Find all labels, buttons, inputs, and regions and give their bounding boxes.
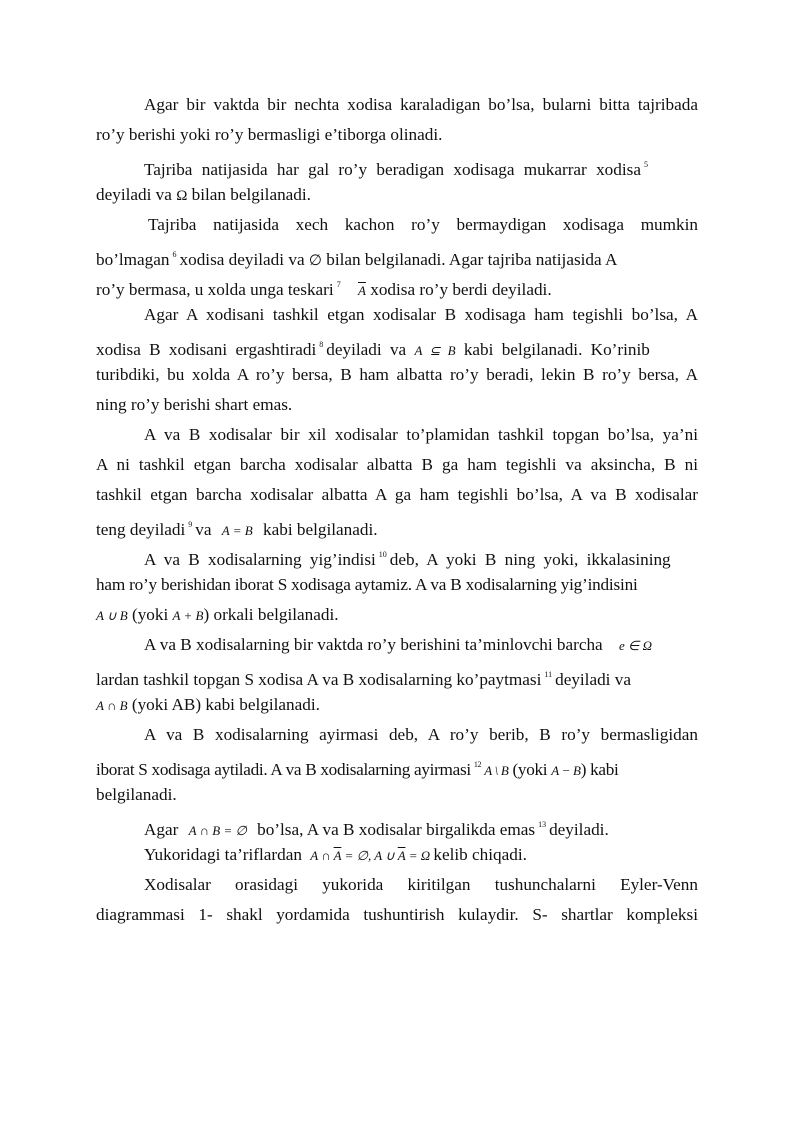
complement-symbol: $\overline{A}$ — [357, 283, 366, 298]
paragraph-7-line-3: A ∩ B (yoki AB) kabi belgilanadi. — [96, 695, 320, 714]
intersection-formula: A ∩ B — [96, 698, 128, 713]
paragraph-4-line-1: Agar A xodisani tashkil etgan xodisalar B xodisaga ham tegishli bo’lsa, A — [144, 305, 698, 324]
paragraph-5-line-1: A va B xodisalar bir xil xodisalar to’plamidan tashkil topgan bo’lsa, ya’ni — [144, 425, 698, 444]
paragraph-2-line-2: deyiladi va Ω bilan belgilanadi. — [96, 185, 311, 204]
paragraph-10: Yukoridagi ta’riflardan A ∩ $\overline{A}$ = ∅, A ∪ $\overline{A} = \Omega$ kelib chiqadi. — [144, 845, 527, 864]
paragraph-3-line-3: ro’y bermasa, u xolda unga teskari $^7$ $\overline{A}$ xodisa ro’y berdi deyiladi. — [96, 280, 552, 299]
minus-formula: A − B — [551, 763, 581, 778]
paragraph-5-line-2: A ni tashkil etgan barcha xodisalar albatta B ga ham tegishli va aksincha, B ni — [96, 455, 698, 474]
footnote-marker: 11 — [544, 670, 553, 679]
document-page — [96, 90, 698, 930]
paragraph-6-line-3: A ∪ B (yoki A + B) orkali belgilanadi. — [96, 605, 339, 624]
paragraph-1-line-2: ro’y berishi yoki ro’y bermasligi e’tiborga olinadi. — [96, 125, 443, 144]
disjoint-formula: A ∩ B = ∅ — [188, 823, 247, 838]
footnote-marker: 13 — [538, 820, 547, 829]
paragraph-2-line-1: Tajriba natijasida har gal ro’y beradigan xodisaga mukarrar xodisa $^5$ — [144, 160, 648, 179]
footnote-marker: 12 — [473, 760, 482, 769]
omega-symbol: Ω — [176, 188, 188, 204]
footnote-marker: 9 — [188, 520, 193, 529]
paragraph-9: Agar A ∩ B = ∅ bo’lsa, A va B xodisalar birgalikda emas $^{13}$ deyiladi. — [144, 820, 609, 839]
footnote-marker: 6 — [172, 250, 177, 259]
footnote-marker: 8 — [319, 340, 324, 349]
footnote-marker: 10 — [378, 550, 387, 559]
footnote-marker: 5 — [643, 160, 648, 169]
paragraph-8-line-3: belgilanadi. — [96, 785, 177, 804]
element-of-formula: e ∈ Ω — [619, 638, 652, 653]
paragraph-6-line-1: A va B xodisalarning yig’indisi $^{10}$ deb, A yoki B ning yoki, ikkalasining — [144, 550, 671, 569]
paragraph-1-line-1: Agar bir vaktda bir nechta xodisa karaladigan bo’lsa, bularni bitta tajribada — [144, 95, 698, 114]
paragraph-8-line-2: iborat S xodisaga aytiladi. A va B xodisalarning ayirmasi $^{12}$ A \ B (yoki A − B) kabi — [96, 760, 619, 779]
paragraph-3-line-2: bo’lmagan $^6$ xodisa deyiladi va ∅ bilan belgilanadi. Agar tajriba natijasida A — [96, 250, 618, 269]
difference-formula: A \ B — [484, 763, 509, 778]
paragraph-8-line-1: A va B xodisalarning ayirmasi deb, A ro’y berib, B ro’y bermasligidan — [144, 725, 698, 744]
paragraph-11-line-1: Xodisalar orasidagi yukorida kiritilgan tushunchalarni Eyler-Venn — [144, 875, 698, 894]
equality-formula: A = B — [221, 523, 253, 538]
paragraph-3-line-1: Tajriba natijasida xech kachon ro’y bermaydigan xodisaga mumkin — [148, 215, 698, 234]
paragraph-7-line-2: lardan tashkil topgan S xodisa A va B xodisalarning ko’paytmasi $^{11}$ deyiladi va — [96, 670, 631, 689]
paragraph-5-line-3: tashkil etgan barcha xodisalar albatta A ga ham tegishli bo’lsa, A va B xodisalar — [96, 485, 698, 504]
footnote-marker: 7 — [336, 280, 341, 289]
union-formula: A ∪ B — [96, 608, 128, 623]
empty-set-symbol: ∅ — [308, 253, 322, 269]
paragraph-4-line-4: ning ro’y berishi shart emas. — [96, 395, 293, 414]
paragraph-4-line-2: xodisa B xodisani ergashtiradi $^8$ deyiladi va A ⊆ B kabi belgilanadi. Ko’rinib — [96, 340, 650, 359]
paragraph-7-line-1: A va B xodisalarning bir vaktda ro’y berishini ta’minlovchi barcha e ∈ Ω — [144, 635, 652, 654]
subset-formula: A ⊆ B — [414, 343, 456, 358]
paragraph-11-line-2: diagrammasi 1- shakl yordamida tushuntirish kulaydir. S- shartlar kompleksi — [96, 905, 698, 924]
complement-formula: A ∩ $\overline{A}$ = ∅, A ∪ $\overline{A} = \Omega$ — [310, 848, 431, 863]
paragraph-4-line-3: turibdiki, bu xolda A ro’y bersa, B ham albatta ro’y beradi, lekin B ro’y bersa, A — [96, 365, 698, 384]
paragraph-5-line-4: teng deyiladi $^9$ va A = B kabi belgilanadi. — [96, 520, 378, 539]
sum-formula: A + B — [172, 608, 204, 623]
paragraph-6-line-2: ham ro’y berishidan iborat S xodisaga aytamiz. A va B xodisalarning yig’indisini — [96, 575, 638, 594]
